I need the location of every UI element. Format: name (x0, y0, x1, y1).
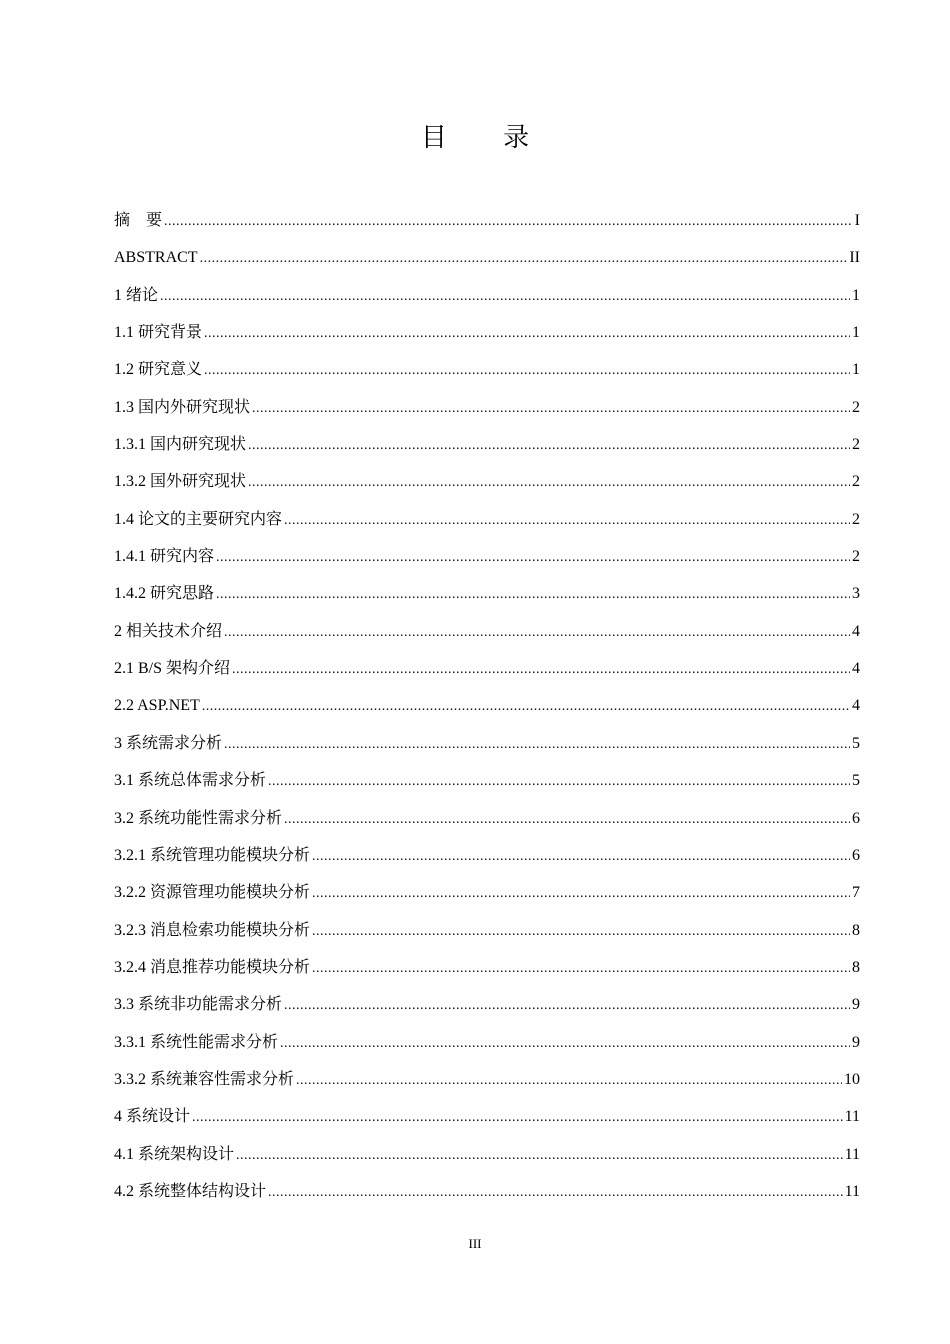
toc-entry-label: 1.4.2 研究思路 (114, 585, 215, 603)
toc-dot-leader (160, 278, 850, 315)
toc-entry-label: 1.4.1 研究内容 (114, 548, 215, 566)
toc-entry-label: 4.1 系统架构设计 (114, 1145, 235, 1163)
toc-entry-label: 4.2 系统整体结构设计 (114, 1182, 267, 1200)
toc-entry[interactable] (114, 501, 860, 538)
toc-dot-leader (216, 576, 850, 613)
toc-entry-label: 2 相关技术介绍 (114, 622, 223, 640)
toc-entry-page: 7 (852, 884, 860, 902)
toc-title: 目 录 (420, 123, 554, 153)
toc-entry-page: II (849, 249, 860, 267)
toc-entry-page: 11 (844, 1108, 860, 1126)
toc-entry-label: 1.3.2 国外研究现状 (114, 473, 247, 491)
toc-entry-page: 4 (852, 697, 860, 715)
toc-dot-leader (312, 875, 850, 912)
toc-entry-page: 2 (852, 436, 860, 454)
toc-entry-page: I (854, 212, 860, 229)
toc-entry-page: 9 (852, 996, 860, 1014)
toc-entry[interactable] (114, 1061, 860, 1098)
toc-dot-leader (224, 614, 850, 651)
toc-dot-leader (312, 838, 850, 875)
toc-dot-leader (284, 801, 850, 838)
toc-entry-label: 3.1 系统总体需求分析 (114, 772, 267, 790)
toc-entry-label: 1.3.1 国内研究现状 (114, 436, 247, 454)
toc-entry[interactable] (114, 986, 860, 1023)
toc-entry-label: 4 系统设计 (114, 1108, 191, 1126)
toc-dot-leader (312, 913, 850, 950)
toc-entry-label: 3.3.2 系统兼容性需求分析 (114, 1070, 295, 1088)
toc-entry[interactable] (114, 687, 860, 724)
toc-dot-leader (200, 240, 848, 277)
toc-dot-leader (164, 203, 853, 240)
toc-entry[interactable] (114, 575, 860, 612)
toc-entry[interactable] (114, 202, 860, 239)
toc-entry-label: 1.4 论文的主要研究内容 (114, 510, 283, 528)
toc-entry-label: 3.2.4 消息推荐功能模块分析 (114, 958, 311, 976)
table-of-contents (114, 202, 860, 1210)
toc-entry[interactable] (114, 1024, 860, 1061)
toc-dot-leader (252, 390, 850, 427)
toc-entry[interactable] (114, 351, 860, 388)
toc-dot-leader (204, 315, 850, 352)
toc-entry-label: 1 绪论 (114, 286, 159, 304)
toc-entry-label: 3.3 系统非功能需求分析 (114, 996, 283, 1014)
toc-entry[interactable] (114, 538, 860, 575)
toc-entry[interactable] (114, 650, 860, 687)
toc-entry[interactable] (114, 725, 860, 762)
toc-entry[interactable] (114, 912, 860, 949)
toc-entry[interactable] (114, 1098, 860, 1135)
toc-entry-page: 2 (852, 398, 860, 416)
toc-entry-label: 2.1 B/S 架构介绍 (114, 660, 231, 678)
toc-dot-leader (280, 1025, 850, 1062)
toc-entry-page: 2 (852, 548, 860, 566)
toc-entry-page: 8 (852, 958, 860, 976)
toc-dot-leader (248, 427, 850, 464)
toc-dot-leader (216, 539, 850, 576)
toc-entry-label: 3.2 系统功能性需求分析 (114, 809, 283, 827)
toc-entry[interactable] (114, 800, 860, 837)
toc-entry-page: 2 (852, 510, 860, 528)
toc-entry-page: 5 (852, 734, 860, 752)
toc-dot-leader (268, 763, 850, 800)
toc-entry-page: 4 (852, 622, 860, 640)
toc-dot-leader (284, 987, 850, 1024)
toc-entry[interactable] (114, 613, 860, 650)
toc-entry-label: 1.1 研究背景 (114, 324, 203, 342)
toc-entry[interactable] (114, 874, 860, 911)
toc-entry-page: 6 (852, 846, 860, 864)
toc-entry[interactable] (114, 762, 860, 799)
toc-entry-page: 10 (844, 1070, 860, 1088)
toc-entry-page: 1 (852, 286, 860, 304)
toc-entry-page: 1 (852, 361, 860, 379)
toc-entry[interactable] (114, 314, 860, 351)
toc-entry-page: 6 (852, 809, 860, 827)
toc-entry[interactable] (114, 837, 860, 874)
toc-entry-page: 9 (852, 1033, 860, 1051)
toc-entry[interactable] (114, 949, 860, 986)
toc-entry-page: 11 (844, 1182, 860, 1200)
page-number: III (468, 1236, 482, 1251)
toc-entry-page: 8 (852, 921, 860, 939)
toc-entry[interactable] (114, 389, 860, 426)
toc-entry-label: 3.3.1 系统性能需求分析 (114, 1033, 279, 1051)
toc-entry-label: 摘 要 (114, 212, 163, 229)
toc-entry-page: 2 (852, 473, 860, 491)
toc-entry[interactable] (114, 1173, 860, 1210)
toc-entry-page: 3 (852, 585, 860, 603)
toc-entry-label: 2.2 ASP.NET (114, 697, 200, 715)
toc-entry-page: 1 (852, 324, 860, 342)
toc-entry-page: 4 (852, 660, 860, 678)
toc-dot-leader (232, 651, 850, 688)
toc-dot-leader (268, 1174, 843, 1211)
toc-dot-leader (312, 950, 850, 987)
toc-entry-label: 3.2.2 资源管理功能模块分析 (114, 884, 311, 902)
toc-entry[interactable] (114, 426, 860, 463)
toc-entry-label: ABSTRACT (114, 249, 198, 267)
toc-entry[interactable] (114, 277, 860, 314)
toc-entry-label: 1.3 国内外研究现状 (114, 398, 251, 416)
toc-dot-leader (236, 1137, 843, 1174)
toc-entry-page: 5 (852, 772, 860, 790)
toc-entry-label: 3 系统需求分析 (114, 734, 223, 752)
toc-entry-label: 3.2.3 消息检索功能模块分析 (114, 921, 311, 939)
toc-entry-label: 3.2.1 系统管理功能模块分析 (114, 846, 311, 864)
toc-dot-leader (284, 502, 850, 539)
toc-dot-leader (192, 1099, 843, 1136)
toc-dot-leader (204, 352, 850, 389)
toc-dot-leader (248, 464, 850, 501)
toc-entry-page: 11 (844, 1145, 860, 1163)
toc-entry[interactable] (114, 1136, 860, 1173)
toc-entry[interactable] (114, 239, 860, 276)
toc-dot-leader (202, 688, 850, 725)
toc-entry-label: 1.2 研究意义 (114, 361, 203, 379)
toc-entry[interactable] (114, 463, 860, 500)
toc-dot-leader (224, 726, 850, 763)
toc-dot-leader (296, 1062, 842, 1099)
